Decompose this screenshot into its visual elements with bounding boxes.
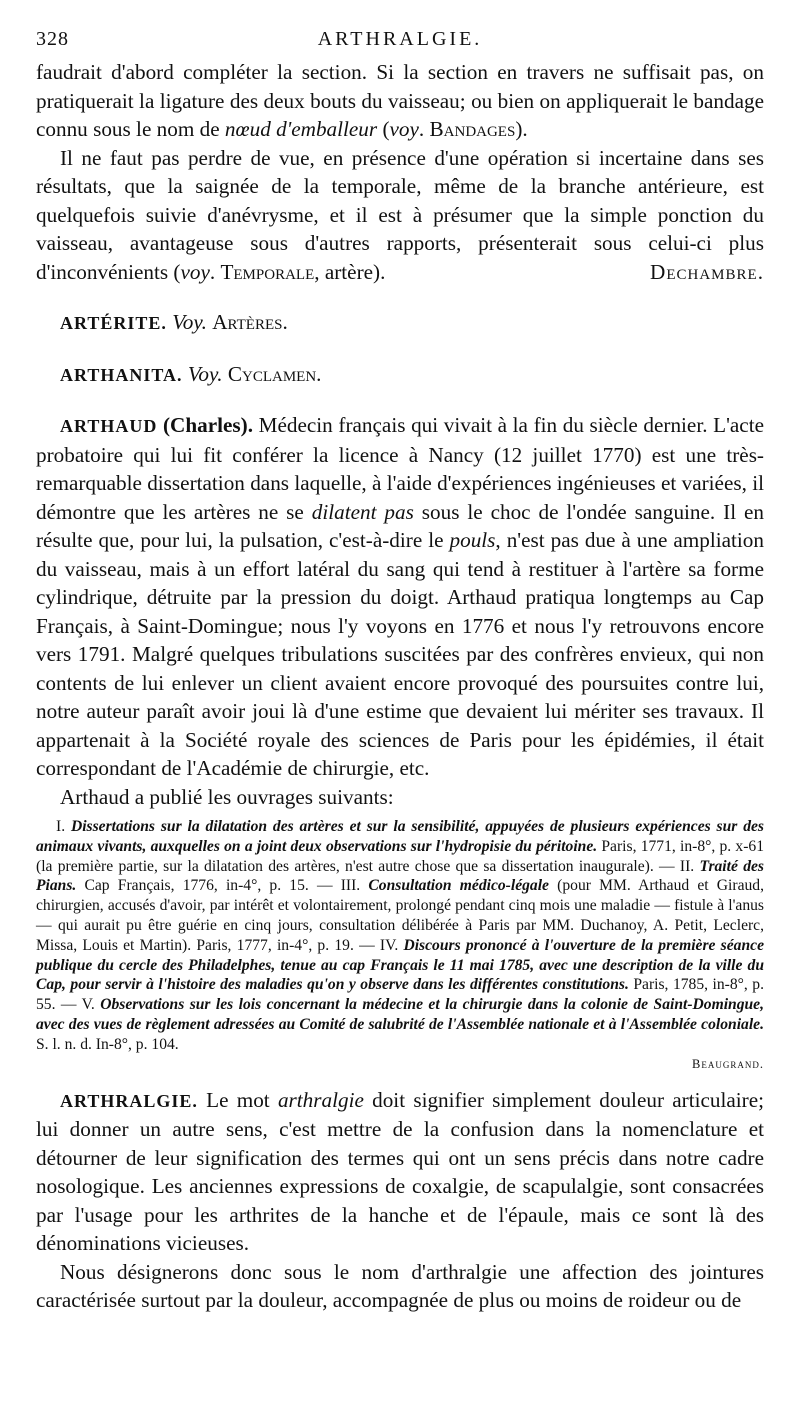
text-run: , artère). [314, 259, 386, 284]
text-run: Paris, 1771, in-8°, p. x-61 (la première partie, sur la dilatation des artères, n'est autre chose que sa dissertation inaugurale). — II. [36, 837, 764, 875]
headword: ARTHAUD [60, 416, 158, 436]
text-run: Paris, 1785, in-8°, p. 55. — V. [36, 976, 765, 1014]
text-run: Le mot [197, 1087, 278, 1112]
headword: ARTHANITA. [60, 364, 183, 385]
text-run: , n'est pas due à une ampliation du vaisseau, mais à un effort latéral du sang qui tend à restituer à l'artère sa forme cylindrique, détruite par la pression du doigt. Arthaud pratiqua longtemps au Cap Français, à Saint-Domingue; nous l'y voyons en 1776 et nous l'y retrouvons encore vers 1791. Malgré quelques tribulations suscitées par des confrères envieux, qui non contents de lui enlever un client avaient encore provoqué des poursuites contre lui, notre auteur paraît avoir joui là d'une estime que devaient lui mériter ses travaux. Il appartenait à la Société royale des sciences de Paris pour les épidémies, il était correspondant de l'Académie de chirurgie, etc. [36, 528, 764, 780]
running-head: ARTHRALGIE. [317, 28, 483, 50]
voy-abbrev: Voy. [172, 310, 207, 334]
text-run: S. l. n. d. In-8°, p. 104. [36, 1035, 179, 1053]
work-title: Observations sur les lois concernant la médecine et la chirurgie dans la colonie de Saint-Domingue, avec des vues de règlement adressées au Comité de salubrité de l'Assemblée nationale et à l'Assemblée coloniale. [36, 996, 764, 1033]
italic-term: nœud d'emballeur [224, 117, 378, 141]
text-run: ). [515, 117, 528, 141]
entry-arthralgie [36, 1086, 764, 1258]
text-run: (pour MM. Arthaud et Giraud, chirurgien, accusés d'avoir, par intérêt et volontairement, prolongé pendant cinq mois une maladie — fistule à l'anus — qui aurait pu être guérie en cinq jours, consultation délibérée à Paris par MM. Duchanoy, A. Petit, Leclerc, Missa, Louis et Martin). Paris, 1777, in-4°, p. 19. — IV. [36, 877, 764, 954]
text-run: doit signifier simplement douleur articulaire; lui donner un autre sens, c'est mettre de la confusion dans la nomenclature et détourner de leur signification des termes qui ont un sens précis dans notre cadre nosologique. Les anciennes expressions de coxalgie, de scapulalgie, sont consacrées par l'usage pour les arthrites de la hanche et de l'épaule, mais ce sont là des dénominations vicieuses. [36, 1087, 765, 1256]
work-title: Discours prononcé à l'ouverture de la première séance publique du cercle des Philadelphes, tenue au cap Français le 11 mai 1785, avec une description de la ville du Cap, pour servir à l'histoire des maladies qu'on y observe dans les différentes constitutions. [36, 936, 764, 994]
italic-term: pouls [449, 528, 496, 552]
cross-reference: Temporale [220, 259, 315, 284]
text-run: . [209, 259, 221, 284]
voy-abbrev: Voy. [187, 361, 223, 386]
arthralgie-paragraph-2: Nous désignerons donc sous le nom d'arthralgie une affection des jointures caractérisée surtout par la douleur, accompagnée de plus ou moins de roideur ou de [36, 1259, 764, 1313]
italic-term: arthralgie [277, 1087, 364, 1112]
page-header [36, 28, 764, 58]
text-run: Il ne faut pas perdre de vue, en présence d'une opération si incertaine dans ses résultats, que la saignée de la temporale, même de la branche antérieure, est quelquefois suivie d'anévrysme, et il est à présumer que la simple ponction du vaisseau, avantageuse sous d'autres rapports, présenterait sous celui-ci plus d'inconvénients ( [36, 145, 764, 284]
work-title: Consultation médico-légale [368, 877, 549, 895]
text-run: Médecin français qui vivait à la fin du siècle dernier. L'acte probatoire qui lui fit conférer la licence à Nancy (12 juillet 1770) est une très-remarquable dissertation dans laquelle, à l'aide d'expériences ingénieuses et variées, il démontre que les artères ne se [36, 413, 764, 524]
entry-arterite [36, 308, 764, 338]
text-run: faudrait d'abord compléter la section. Si la section en travers ne suffisait pas, on pratiquerait la ligature des deux bouts du vaisseau; ou bien on appliquerait le bandage connu sous le nom de [36, 60, 764, 141]
headword: ARTHRALGIE. [60, 1090, 198, 1111]
works-intro: Arthaud a publié les ouvrages suivants: [60, 784, 394, 809]
entry-arthaud [36, 411, 764, 783]
text-run: ( [377, 117, 390, 141]
voy-abbrev: voy [180, 259, 210, 284]
author-signature: Dechambre. [650, 259, 764, 284]
author-signature: Beaugrand. [692, 1056, 764, 1071]
text-run: sous le choc de l'ondée sanguine. Il en résulte que, pour lui, la pulsation, c'est-à-dire le [36, 499, 764, 552]
bibliography [36, 817, 764, 1055]
text-run: . [418, 117, 430, 141]
text-run: Cap Français, 1776, in-4°, p. 15. — III. [76, 877, 369, 895]
italic-term: dilatent pas [311, 499, 414, 524]
cross-reference: Artères. [212, 310, 288, 334]
entry-arthanita [36, 360, 764, 390]
work-title: Dissertations sur la dilatation des artères et sur la sensibilité, appuyées de plusieurs expériences sur des animaux vivants, auxquelles on a joint deux observations sur l'hydropisie du péritoine. [36, 818, 764, 855]
voy-abbrev: voy [389, 117, 419, 141]
work-title: Traité des Pians. [36, 857, 764, 895]
continuation-paragraph-2 [36, 144, 764, 287]
page-number: 328 [36, 28, 69, 50]
continuation-paragraph [36, 58, 764, 144]
cross-reference: Cyclamen. [227, 361, 322, 386]
headword: ARTÉRITE. [60, 313, 167, 333]
cross-reference: Bandages [429, 117, 516, 141]
text-run: I. [56, 818, 71, 835]
person-name: (Charles). [163, 413, 254, 437]
